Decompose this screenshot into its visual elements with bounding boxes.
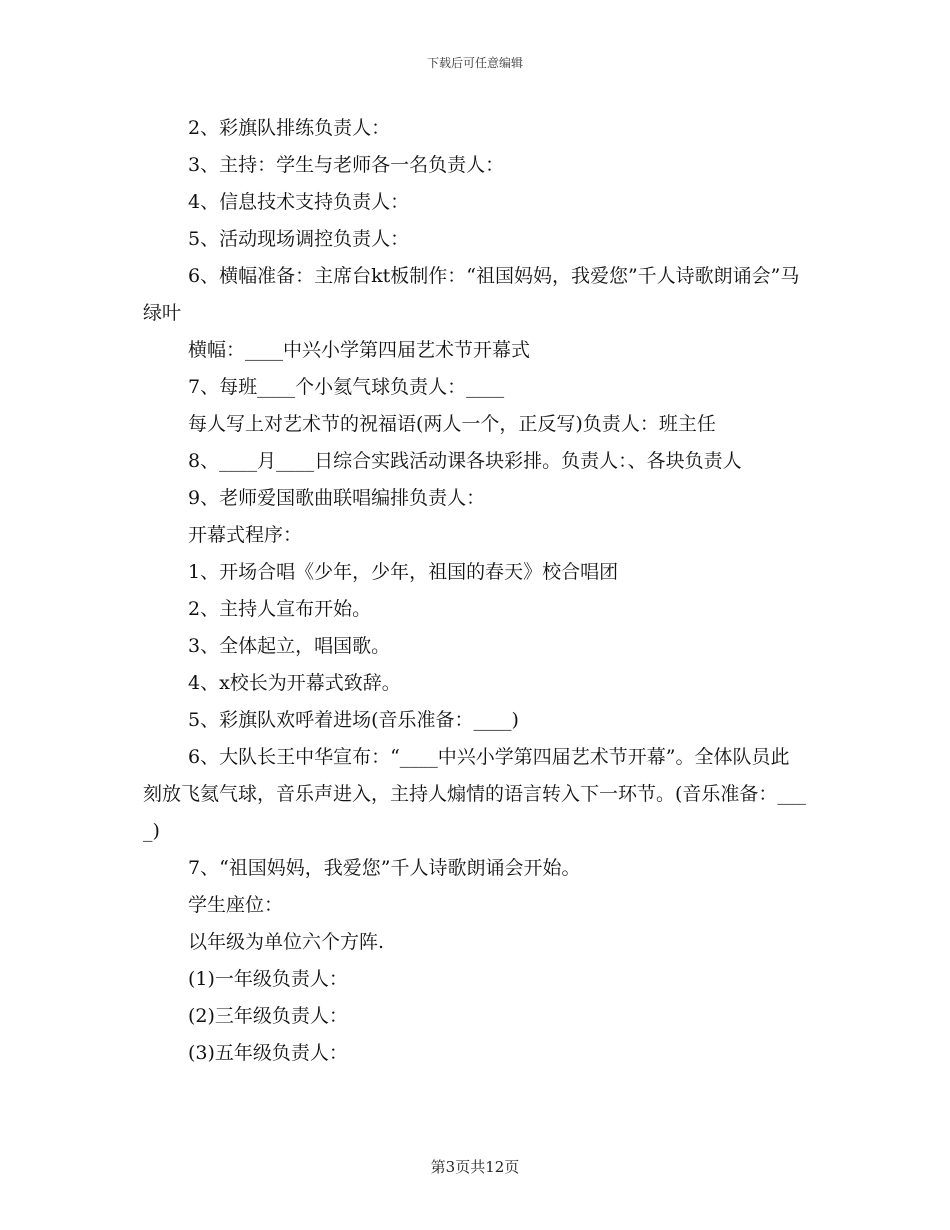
paragraph: 3、全体起立，唱国歌。 xyxy=(188,635,391,657)
paragraph: 4、信息技术支持负责人： xyxy=(188,191,410,213)
paragraph: (2)三年级负责人： xyxy=(188,1005,348,1027)
paragraph: 6、大队长王中华宣布：“____中兴小学第四届艺术节开幕”。全体队员此刻放飞氦气球，音乐声进入，主持人煽情的语言转入下一环节。(音乐准备：____) xyxy=(143,746,806,842)
paragraph: 7、“祖国妈妈，我爱您”千人诗歌朗诵会开始。 xyxy=(188,857,581,879)
page-header: 下载后可任意编辑 xyxy=(426,56,523,70)
paragraph: (1)一年级负责人： xyxy=(188,968,348,990)
paragraph: 8、____月____日综合实践活动课各块彩排。负责人：、各块负责人 xyxy=(188,450,742,472)
paragraph: 2、主持人宣布开始。 xyxy=(188,598,372,620)
paragraph: 1、开场合唱《少年，少年，祖国的春天》校合唱团 xyxy=(188,561,619,583)
paragraph: 横幅：____中兴小学第四届艺术节开幕式 xyxy=(188,339,531,361)
paragraph: 7、每班____个小氦气球负责人：____ xyxy=(188,376,505,398)
paragraph: 每人写上对艺术节的祝福语(两人一个，正反写)负责人：班主任 xyxy=(188,413,716,435)
page-footer: 第3页共12页 xyxy=(430,1158,520,1176)
paragraph: 2、彩旗队排练负责人： xyxy=(188,117,391,139)
paragraph: 5、彩旗队欢呼着进场(音乐准备：____) xyxy=(188,709,519,731)
paragraph: 3、主持：学生与老师各一名负责人： xyxy=(188,154,505,176)
document-body xyxy=(143,110,808,1072)
paragraph: 5、活动现场调控负责人： xyxy=(188,228,410,250)
paragraph: (3)五年级负责人： xyxy=(188,1042,348,1064)
paragraph: 9、老师爱国歌曲联唱编排负责人： xyxy=(188,487,486,509)
paragraph: 以年级为单位六个方阵. xyxy=(188,931,385,953)
paragraph: 开幕式程序： xyxy=(188,524,303,546)
paragraph: 6、横幅准备：主席台kt板制作：“祖国妈妈，我爱您”千人诗歌朗诵会”马绿叶 xyxy=(143,265,800,324)
paragraph: 学生座位： xyxy=(188,894,284,916)
paragraph: 4、x校长为开幕式致辞。 xyxy=(188,672,401,694)
